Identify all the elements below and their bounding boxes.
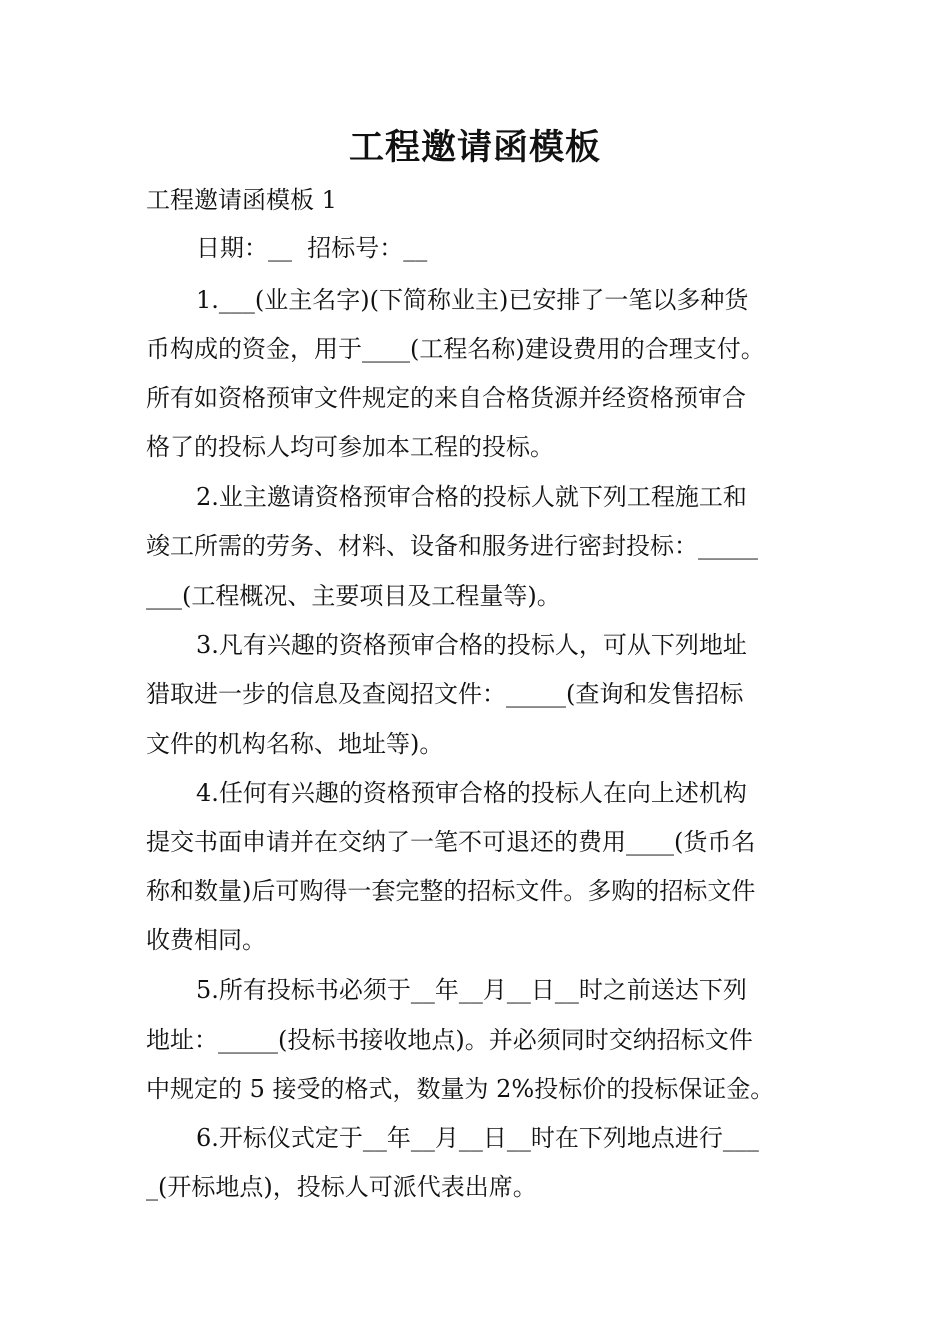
paragraph-4-line-3: 称和数量)后可购得一套完整的招标文件。多购的招标文件 bbox=[146, 877, 756, 905]
paragraph-5-line-1: 5.所有投标书必须于__年__月__日__时之前送达下列 bbox=[196, 976, 747, 1004]
paragraph-4-line-1: 4.任何有兴趣的资格预审合格的投标人在向上述机构 bbox=[196, 779, 747, 807]
paragraph-2-line-1: 2.业主邀请资格预审合格的投标人就下列工程施工和 bbox=[196, 483, 747, 511]
paragraph-3-line-1: 3.凡有兴趣的资格预审合格的投标人，可从下列地址 bbox=[196, 631, 747, 659]
date-bid-line: 日期：__ 招标号：__ bbox=[196, 234, 428, 262]
paragraph-5-line-2: 地址：_____(投标书接收地点)。并必须同时交纳招标文件 bbox=[146, 1026, 753, 1054]
paragraph-1-line-1: 1.___(业主名字)(下简称业主)已安排了一笔以多种货 bbox=[196, 286, 749, 314]
paragraph-3-line-3: 文件的机构名称、地址等)。 bbox=[146, 730, 444, 758]
paragraph-6-line-1: 6.开标仪式定于__年__月__日__时在下列地点进行___ bbox=[196, 1124, 759, 1152]
document-subtitle: 工程邀请函模板 1 bbox=[146, 186, 337, 214]
paragraph-1-line-2: 币构成的资金，用于____(工程名称)建设费用的合理支付。 bbox=[146, 335, 765, 363]
paragraph-2-line-3: ___(工程概况、主要项目及工程量等)。 bbox=[146, 582, 561, 610]
paragraph-4-line-4: 收费相同。 bbox=[146, 926, 266, 954]
document-title: 工程邀请函模板 bbox=[348, 127, 601, 168]
paragraph-4-line-2: 提交书面申请并在交纳了一笔不可退还的费用____(货币名 bbox=[146, 828, 756, 856]
paragraph-2-line-2: 竣工所需的劳务、材料、设备和服务进行密封投标：_____ bbox=[146, 532, 758, 560]
paragraph-5-line-3: 中规定的 5 接受的格式，数量为 2%投标价的投标保证金。 bbox=[146, 1075, 775, 1103]
paragraph-3-line-2: 猎取进一步的信息及查阅招文件：_____(查询和发售招标 bbox=[146, 680, 744, 708]
paragraph-1-line-3: 所有如资格预审文件规定的来自合格货源并经资格预审合 bbox=[146, 384, 746, 412]
paragraph-6-line-2: _(开标地点)，投标人可派代表出席。 bbox=[146, 1173, 537, 1201]
paragraph-1-line-4: 格了的投标人均可参加本工程的投标。 bbox=[146, 433, 554, 461]
